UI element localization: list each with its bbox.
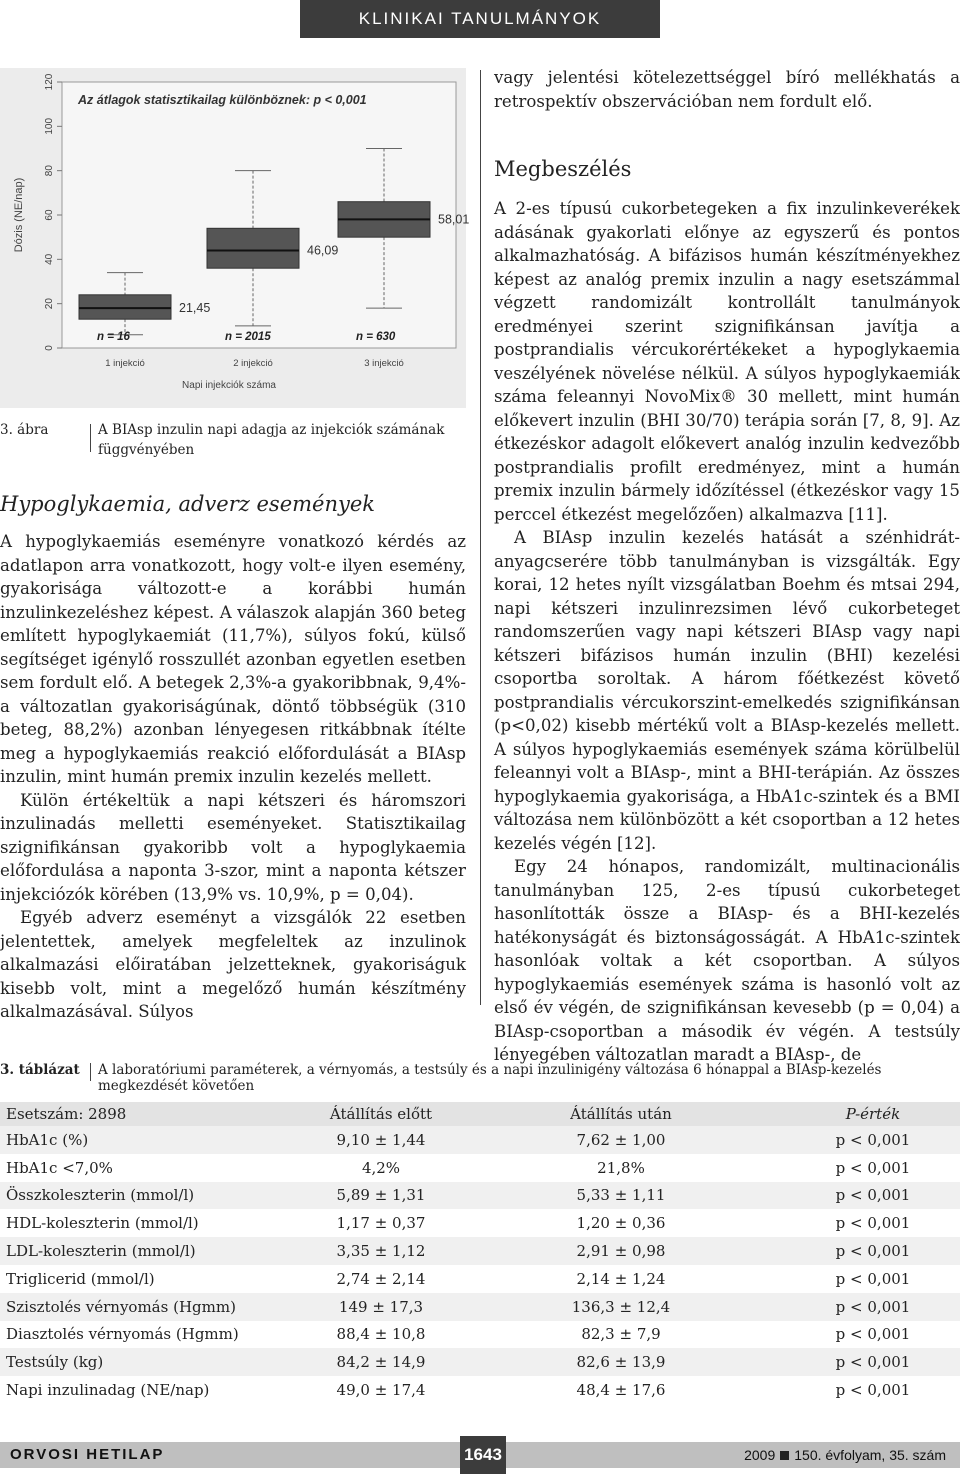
y-tick-label: 100 [44, 117, 55, 135]
count-label: n = 16 [97, 331, 130, 343]
caption-bar [90, 424, 91, 452]
right-paragraph-0: vagy jelentési kötelezettséggel bíró mellékhatás a retrospektív obszervációban nem fordult elő. [494, 68, 960, 111]
table-cell: 1,17 ± 0,37 [306, 1209, 456, 1237]
mean-label: 46,09 [307, 243, 339, 258]
table-cell: p < 0,001 [786, 1321, 960, 1349]
table-label: 3. táblázat [0, 1062, 80, 1078]
table-cell: 49,0 ± 17,4 [306, 1376, 456, 1404]
square-bullet-icon [780, 1451, 789, 1460]
table-header: Átállítás előtt [306, 1102, 456, 1126]
table-cell: p < 0,001 [786, 1237, 960, 1265]
y-tick-label: 0 [44, 345, 55, 351]
table-cell: p < 0,001 [786, 1182, 960, 1210]
left-paragraph-3: Egyéb adverz eseményt a vizsgálók 22 esetben jelentettek, amelyek megfeleltek az inzulinok alkalmazási előiratában jelzetteknek, gyakoriságuk kisebb volt, mint a megelőző humán készítmény alkalmazásával. Súlyos [0, 908, 466, 1021]
table-row [0, 1209, 960, 1237]
y-tick-label: 80 [44, 165, 55, 177]
left-paragraph-2: Külön értékeltük a napi kétszeri és háromszori inzulinadás melletti eseményeket. Statisztikailag szignifikánsan gyakoribb volt a hypoglykaemia előfordulása a naponta 3-szor, mint a naponta kétszer injekciózók körében (13,9% vs. 10,9%, p = 0,04). [0, 790, 466, 904]
x-tick-label: 1 injekció [105, 358, 145, 369]
figure-caption-text: A BIAsp inzulin napi adagja az injekciók számának függvényében [98, 422, 445, 458]
table-caption-text: A laboratóriumi paraméterek, a vérnyomás, a testsúly és a napi inzulinigény változása 6 hónappal a BIAsp-kezelés megkezdését követően [98, 1062, 882, 1094]
section-heading-hypoglykaemia: Hypoglykaemia, adverz események [0, 492, 376, 516]
table-cell: p < 0,001 [786, 1126, 960, 1154]
table-cell: 82,3 ± 7,9 [456, 1321, 786, 1349]
table-row [0, 1237, 960, 1265]
y-tick-label: 40 [44, 253, 55, 265]
table-cell: 3,35 ± 1,12 [306, 1237, 456, 1265]
table-row [0, 1376, 960, 1404]
x-axis-label: Napi injekciók száma [182, 380, 276, 391]
running-header [300, 0, 660, 38]
y-axis-label: Dózis (NE/nap) [13, 177, 25, 253]
page-footer [0, 1436, 960, 1474]
table-cell: p < 0,001 [786, 1154, 960, 1182]
table-header: Esetszám: 2898 [0, 1102, 306, 1126]
table-cell: 2,14 ± 1,24 [456, 1265, 786, 1293]
table-cell: p < 0,001 [786, 1348, 960, 1376]
journal-name: ORVOSI HETILAP [10, 1446, 165, 1463]
issue-year: 2009 [744, 1447, 776, 1463]
table-cell: Napi inzulinadag (NE/nap) [0, 1376, 306, 1404]
table-cell: 7,62 ± 1,00 [456, 1126, 786, 1154]
table-cell: HbA1c <7,0% [0, 1154, 306, 1182]
table-header: Átállítás után [456, 1102, 786, 1126]
count-label: n = 630 [356, 331, 396, 343]
table-cell: p < 0,001 [786, 1209, 960, 1237]
left-column [0, 492, 466, 1024]
table-cell: 48,4 ± 17,6 [456, 1376, 786, 1404]
table-cell: 88,4 ± 10,8 [306, 1321, 456, 1349]
table-cell: Testsúly (kg) [0, 1348, 306, 1376]
table-row [0, 1293, 960, 1321]
table-row [0, 1321, 960, 1349]
table-cell: 82,6 ± 13,9 [456, 1348, 786, 1376]
column-divider [480, 70, 481, 1005]
table-cell: 149 ± 17,3 [306, 1293, 456, 1321]
right-paragraph-1: A 2-es típusú cukorbetegeken a fix inzulinkeverékek adásának gyakorlati előnye az egyszerű és pontos alkalmazhatóság. A bifázisos humán készítményekhez képest az analóg premix inzulin a nagy esetszámmal végzett randomizált kontrollált tanulmányok eredményei szerint szignifikánsan javítja a postprandialis vércukorértékeket a hypoglykaemia veszélyének növelése nélkül. A súlyos hypoglykaemiák száma feleannyi NovoMix® 30 mellett, mint humán előkevert inzulin (BHI 30/70) terápia során [7, 8, 9]. Az étkezéskor adagolt előkevert analóg inzulin kedvezőbb postprandialis profilt eredményez, mint a humán premix inzulin bármely időzítéssel (étkezéskor vagy 15 perccel étkezést megelőzően) alkalmazva [11]. [494, 199, 960, 524]
table-cell: 2,91 ± 0,98 [456, 1237, 786, 1265]
table-cell: 5,89 ± 1,31 [306, 1182, 456, 1210]
table-cell: 84,2 ± 14,9 [306, 1348, 456, 1376]
boxplot-figure [0, 68, 470, 408]
lab-parameters-table [0, 1102, 960, 1404]
table-cell: 4,2% [306, 1154, 456, 1182]
page-number: 1643 [460, 1436, 506, 1474]
table-header-row [0, 1102, 960, 1126]
right-column [494, 66, 960, 1067]
table-caption-bar [90, 1063, 91, 1081]
table-cell: Triglicerid (mmol/l) [0, 1265, 306, 1293]
table-cell: HbA1c (%) [0, 1126, 306, 1154]
table-cell: 9,10 ± 1,44 [306, 1126, 456, 1154]
table-row [0, 1182, 960, 1210]
box [79, 295, 171, 319]
table-cell: Diasztolés vérnyomás (Hgmm) [0, 1321, 306, 1349]
y-tick-label: 120 [44, 73, 55, 91]
y-tick-label: 60 [44, 209, 55, 221]
y-tick-label: 20 [44, 298, 55, 310]
count-label: n = 2015 [225, 331, 271, 343]
issue-volume: 150. évfolyam, 35. szám [794, 1447, 946, 1463]
table-cell: 21,8% [456, 1154, 786, 1182]
table-cell: p < 0,001 [786, 1265, 960, 1293]
table-cell: HDL-koleszterin (mmol/l) [0, 1209, 306, 1237]
table-cell: Szisztolés vérnyomás (Hgmm) [0, 1293, 306, 1321]
x-tick-label: 3 injekció [364, 358, 404, 369]
table-cell: 1,20 ± 0,36 [456, 1209, 786, 1237]
right-paragraph-2: A BIAsp inzulin kezelés hatását a szénhidrát-anyagcserére több tanulmányban is vizsgálták. Egy korai, 12 hetes nyílt vizsgálatban Boehm és mtsai 294, napi kétszeri inzulinrezsimen lévő cukorbeteget randomszerűen vagy napi kétszeri BIAsp vagy napi kétszeri bifázisos humán inzulin (BHI) kezelési csoportba soroltak. A három főétkezést követő postprandialis vércukorszint-emelkedés szignifikánsan (p<0,02) kisebb mértékű volt a BIAsp-kezelés mellett. A súlyos hypoglykaemiás események száma körülbelül feleannyi volt a BIAsp-, mint a BHI-terápián. Az összes hypoglykaemia gyakorisága, a HbA1c-szintek és a BMI változása nem különbözött a két csoportban a 12 hetes kezelés végén [12]. [494, 528, 960, 853]
table-cell: p < 0,001 [786, 1293, 960, 1321]
table-row [0, 1126, 960, 1154]
left-paragraph-1: A hypoglykaemiás eseményre vonatkozó kérdés az adatlapon arra vonatkozott, hogy volt-e ilyen esemény, gyakorisága változott-e a korábbi humán inzulinkezeléshez képest. A válaszok alapján 360 beteg említett hypoglykaemiát (11,7%), súlyos fokú, külső segítséget igénylő rosszullét azonban egyetlen esetben sem fordult elő. A betegek 2,3%-a gyakoribbnak, 9,4%-a változatlan gyakoriságúnak, döntő többségük (310 beteg, 88,2%) azonban lényegesen ritkábbnak ítélte meg a hypoglykaemiás reakció előfordulását a BIAsp inzulin, mint humán premix inzulin kezelés mellett. [0, 532, 466, 786]
table-cell: LDL-koleszterin (mmol/l) [0, 1237, 306, 1265]
box [207, 228, 299, 268]
table-cell: Összkoleszterin (mmol/l) [0, 1182, 306, 1210]
table-row [0, 1265, 960, 1293]
chart-title: Az átlagok statisztikailag különböznek: p < 0,001 [78, 93, 367, 107]
table-cell: 5,33 ± 1,11 [456, 1182, 786, 1210]
table-cell: 136,3 ± 12,4 [456, 1293, 786, 1321]
issue-info [744, 1442, 946, 1468]
x-tick-label: 2 injekció [233, 358, 273, 369]
table-cell: 2,74 ± 2,14 [306, 1265, 456, 1293]
right-paragraph-3: Egy 24 hónapos, randomizált, multinacionális tanulmányban 125, 2-es típusú cukorbeteget hasonlították össze a BIAsp- és a BHI-kezelés hatékonyságát és biztonságosságát. A HbA1c-szintek hasonlóak voltak a két csoportban. A súlyos hypoglykaemiás események száma is hasonló volt az első év végén, de szignifikánsan kevesebb (p = 0,04) a BIAsp-csoportban a második év végén. A testsúly lényegében változatlan maradt a BIAsp-, de [494, 857, 960, 1064]
mean-label: 21,45 [179, 301, 211, 316]
table-row [0, 1348, 960, 1376]
mean-label: 58,01 [438, 212, 470, 227]
table-header: P-érték [786, 1102, 960, 1126]
figure-label: 3. ábra [0, 422, 49, 438]
table-cell: p < 0,001 [786, 1376, 960, 1404]
boxplot-svg [0, 68, 470, 408]
table-row [0, 1154, 960, 1182]
section-heading-megbeszeles: Megbeszélés [494, 157, 632, 181]
running-header-text: KLINIKAI TANULMÁNYOK [358, 9, 602, 28]
